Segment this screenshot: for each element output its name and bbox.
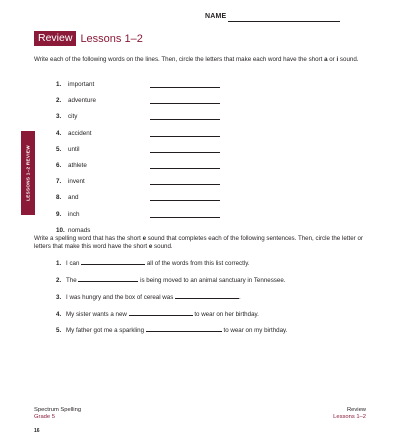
sentence-before: The — [66, 277, 79, 284]
sentence-item — [56, 275, 286, 285]
sentence-after: all of the words from this list correctly. — [145, 260, 250, 267]
word-number: 3. — [56, 113, 62, 121]
sentence-number: 3. — [56, 294, 62, 301]
answer-line[interactable] — [150, 168, 220, 169]
answer-line[interactable] — [150, 200, 220, 201]
word-text: accident — [68, 129, 92, 137]
sentence-before: My sister wants a new — [66, 311, 129, 318]
review-tag: Review — [34, 31, 76, 46]
sentence-number: 2. — [56, 277, 62, 284]
word-item — [56, 177, 85, 186]
word-text: nomads — [68, 226, 91, 234]
word-text: city — [68, 113, 78, 121]
word-number: 1. — [56, 81, 62, 88]
word-number: 4. — [56, 129, 62, 137]
answer-line[interactable] — [150, 184, 220, 185]
sentence-after: is being moved to an animal sanctuary in Tennessee. — [138, 277, 286, 284]
fill-in-blank[interactable] — [81, 258, 145, 265]
sentence-before: I was hungry and the box of cereal was — [66, 294, 176, 301]
sentence-item — [56, 325, 287, 335]
sentence-item — [56, 292, 241, 302]
word-text: inch — [68, 210, 80, 218]
word-item — [56, 112, 77, 121]
answer-line[interactable] — [150, 217, 220, 218]
sentence-item — [56, 309, 259, 319]
word-number: 8. — [56, 194, 62, 202]
word-text: athlete — [68, 162, 87, 169]
word-item — [56, 226, 90, 235]
word-item — [56, 161, 87, 170]
answer-line[interactable] — [150, 103, 220, 104]
sentence-after: . — [239, 294, 241, 301]
word-number: 9. — [56, 210, 62, 218]
answer-line[interactable] — [150, 152, 220, 153]
word-item — [56, 96, 96, 105]
answer-line[interactable] — [150, 136, 220, 137]
sentence-number: 5. — [56, 327, 62, 334]
word-item — [56, 129, 91, 138]
word-text: adventure — [68, 97, 97, 105]
sentence-item — [56, 258, 250, 268]
footer-right — [333, 407, 366, 421]
sentence-before: My father got me a sparkling — [66, 327, 146, 334]
book-title: Spectrum Spelling — [34, 407, 82, 413]
grade-label: Grade 5 — [34, 414, 55, 420]
answer-line[interactable] — [150, 119, 220, 120]
part2-instructions: Write a spelling word that has the short e sound that completes each of the following sentences. Then, circle the letter or letters that make this word have the short e sound. — [34, 235, 363, 251]
fill-in-blank[interactable] — [78, 275, 138, 282]
word-number: 5. — [56, 145, 62, 153]
word-item — [56, 210, 80, 219]
lessons-title: Lessons 1–2 — [80, 32, 143, 45]
lessons-label: Lessons 1–2 — [333, 414, 366, 420]
page-title — [34, 31, 143, 46]
sentence-after: to wear on my birthday. — [221, 327, 288, 334]
word-number: 6. — [56, 162, 62, 169]
fill-in-blank[interactable] — [146, 325, 222, 332]
side-tab: LESSONS 1–2 REVIEW — [21, 131, 35, 215]
page-number: 16 — [34, 428, 40, 434]
word-item — [56, 193, 79, 202]
sentence-number: 1. — [56, 260, 62, 267]
sentence-before: I can — [66, 260, 82, 267]
section-label: Review — [346, 407, 366, 413]
fill-in-blank[interactable] — [129, 309, 193, 316]
word-number: 2. — [56, 97, 62, 105]
word-text: important — [68, 81, 95, 88]
answer-line[interactable] — [150, 87, 220, 88]
footer-left — [34, 407, 81, 421]
name-label: NAME — [205, 13, 227, 20]
name-line[interactable] — [228, 21, 340, 22]
word-number: 10. — [56, 226, 65, 234]
sentence-after: to wear on her birthday. — [192, 311, 259, 318]
word-item — [56, 80, 94, 89]
sentence-number: 4. — [56, 311, 62, 318]
word-item — [56, 145, 80, 154]
word-number: 7. — [56, 178, 62, 186]
word-text: until — [68, 145, 80, 153]
word-text: and — [68, 194, 79, 202]
word-text: invent — [68, 178, 85, 186]
fill-in-blank[interactable] — [175, 292, 239, 299]
part1-instructions: Write each of the following words on the lines. Then, circle the letters that make each word have the short a or i sound. — [34, 56, 359, 63]
